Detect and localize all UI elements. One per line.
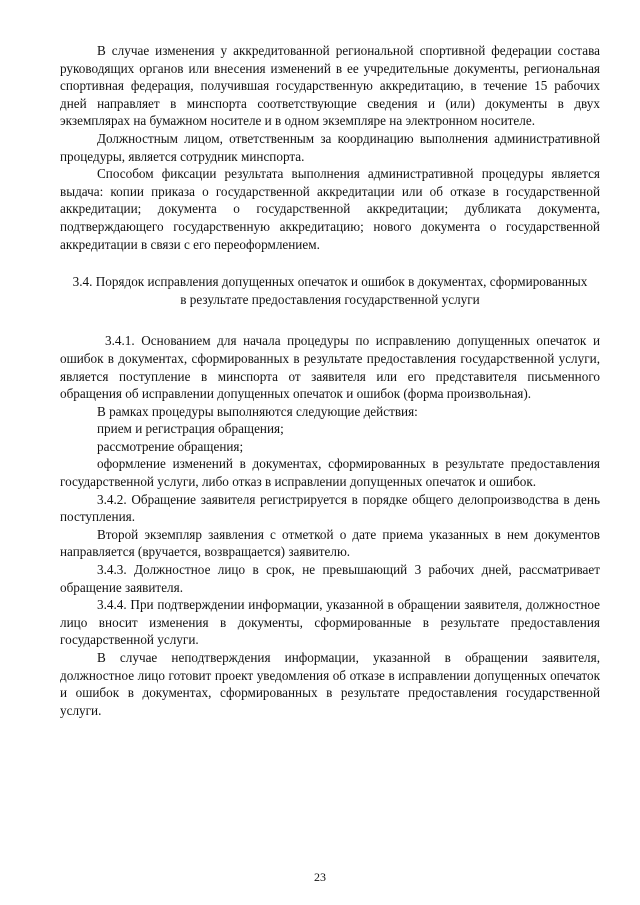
list-item-review: рассмотрение обращения; [97, 438, 244, 454]
paragraph-result-fixation: Способом фиксации результата выполнения административной процедуры является выдача: копии приказа о государственной аккредитации или об отказе в государственной аккредитации; документа о государственной аккредитации; дубликата документа, подтверждающего государственную аккредитацию; нового документа о государственной аккредитации в связи с его переоформлением. [60, 166, 600, 252]
paragraph-second-copy: Второй экземпляр заявления с отметкой о дате приема указанных в нем документов направляется (вручается, возвращается) заявителю. [60, 526, 600, 560]
list-item-reception: прием и регистрация обращения; [97, 421, 284, 437]
paragraph-actions-intro: В рамках процедуры выполняются следующие действия: [97, 403, 418, 419]
paragraph-3-4-3: 3.4.3. Должностное лицо в срок, не превышающий 3 рабочих дней, рассматривает обращение заявителя. [60, 562, 600, 595]
paragraph-responsible-official: Должностным лицом, ответственным за координацию выполнения административной процедуры, является сотрудник минспорта. [60, 130, 600, 164]
paragraph-3-4-4: 3.4.4. При подтверждении информации, указанной в обращении заявителя, должностное лицо вносит изменения в документы, сформированные в результате предоставления государственной услуги. [60, 597, 600, 648]
paragraph-federation-changes: В случае изменения у аккредитованной региональной спортивной федерации состава руководящих органов или внесения изменений в ее учредительные документы, региональная спортивная федерация, получившая государственную аккредитацию, в течение 15 рабочих дней направляет в минспорта соответствующие сведения и (или) документы в двух экземплярах на бумажном носителе и в одном экземпляре на электронном носителе. [60, 43, 600, 129]
paragraph-non-confirmation: В случае неподтверждения информации, указанной в обращении заявителя, должностное лицо готовит проект уведомления об отказе в исправлении допущенных опечаток и ошибок в документах, сформированных в результате предоставления государственной услуги. [60, 650, 600, 718]
paragraph-3-4-1: 3.4.1. Основанием для начала процедуры по исправлению допущенных опечаток и ошибок в документах, сформированных в результате предоставления государственной услуги, является поступление в минспорта от заявителя или его представителя письменного обращения об исправлении допущенных опечаток и ошибок (форма произвольная). [60, 333, 600, 402]
page-number: 23 [314, 870, 326, 884]
document-body [60, 42, 600, 719]
list-item-changes: оформление изменений в документах, сформированных в результате предоставления государственной услуги, либо отказ в исправлении допущенных опечаток и ошибок. [60, 456, 600, 490]
paragraph-3-4-2: 3.4.2. Обращение заявителя регистрируется в порядке общего делопроизводства в день поступления. [60, 491, 600, 525]
section-title-3-4: 3.4. Порядок исправления допущенных опечаток и ошибок в документах, сформированных в результате предоставления государственной услуги [72, 274, 588, 307]
